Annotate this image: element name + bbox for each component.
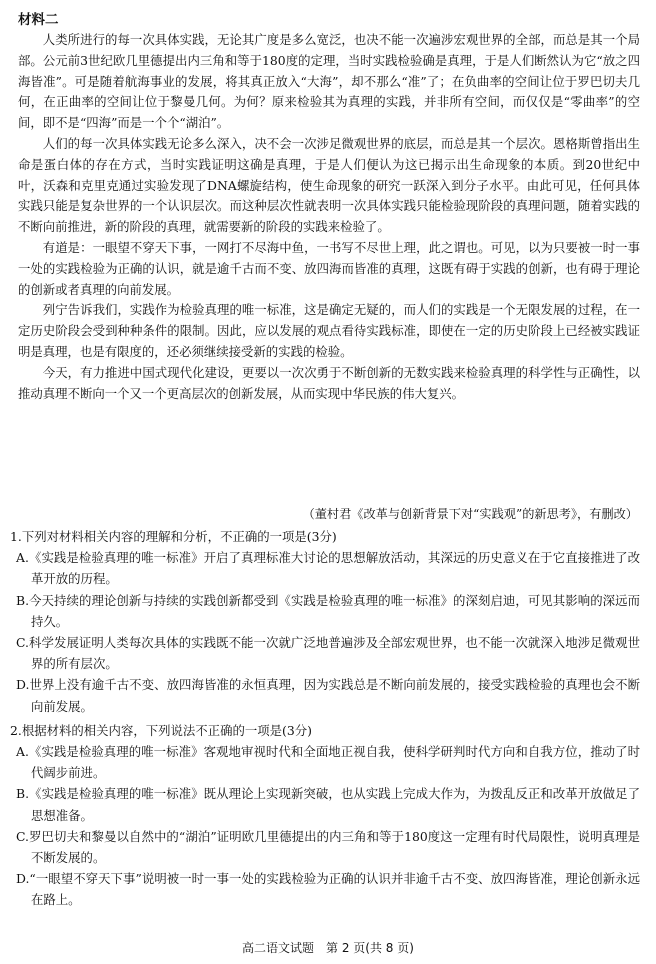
question-stem: 1.下列对材料相关内容的理解和分析，不正确的一项是(3分) <box>10 529 337 544</box>
option-c: C.科学发展证明人类每次具体的实践既不能一次就广泛地普遍涉及全部宏观世界，也不能一次就深入地涉足微观世界的所有层次。 <box>16 635 640 672</box>
option-b: B.《实践是检验真理的唯一标准》既从理论上实现新突破，也从实践上完成大作为，为拨乱反正和改革开放做足了思想准备。 <box>16 786 640 823</box>
option-d: D.“一眼望不穿天下事”说明被一时一事一处的实践检验为正确的认识并非逾千古不变、放四海皆准，理论创新永远在路上。 <box>16 871 640 908</box>
paragraph: 今天，有力推进中国式现代化建设，更要以一次次勇于不断创新的无数实践来检验真理的科学性与正确性，以推动真理不断向一个又一个更高层次的创新发展，从而实现中华民族的伟大复兴。 <box>18 364 640 401</box>
option-a: A.《实践是检验真理的唯一标准》客观地审视时代和全面地正视自我，使科学研判时代方向和自我方位，推动了时代阔步前进。 <box>16 744 640 781</box>
option-b: B.今天持续的理论创新与持续的实践创新都受到《实践是检验真理的唯一标准》的深刻启迪，可见其影响的深远而持久。 <box>16 592 640 629</box>
paragraph: 人们的每一次具体实践无论多么深入，决不会一次涉足微观世界的底层，而总是其一个层次。恩格斯曾指出生命是蛋白体的存在方式，当时实践证明这确是真理，于是人们便认为这已揭示出生命现象的本质。到20世纪中叶，沃森和克里克通过实验发现了DNA螺旋结构，使生命现象的研究一跃深入到分子水平。由此可见，任何具体实践只能是复杂世界的一个认识层次。而这种层次性就表明一次具体实践只能检验现阶段的真理问题，随着实践的不断向前推进，新的阶段的真理，就需要新的阶段的实践来检验了。 <box>18 135 640 235</box>
question-list <box>10 526 640 911</box>
material-body <box>18 30 640 404</box>
option-d: D.世界上没有逾千古不变、放四海皆准的永恒真理，因为实践总是不断向前发展的，接受实践检验的真理也会不断向前发展。 <box>16 677 640 714</box>
paragraph: 人类所进行的每一次具体实践，无论其广度是多么宽泛，也决不能一次遍涉宏观世界的全部，而总是其一个局部。公元前3世纪欧几里德提出内三角和等于180度的定理，当时实践检验确是真理，于是人们断然认为它“放之四海皆准”。可是随着航海事业的发展，将其真正放入“大海”，却不那么“准”了；在负曲率的空间让位于罗巴切夫几何，在正曲率的空间让位于黎曼几何。为何？原来检验其为真理的实践，并非所有空间，而仅仅是“零曲率”的空间，即不是“四海”而是一个个“湖泊”。 <box>18 32 640 131</box>
paragraph: 列宁告诉我们，实践作为检验真理的唯一标准，这是确定无疑的，而人们的实践是一个无限发展的过程，在一定历史阶段会受到种种条件的限制。因此，应以发展的观点看待实践标准，即使在一定的历史阶段上已经被实践证明是真理，也是有限度的，还必须继续接受新的实践的检验。 <box>18 302 640 359</box>
option-a: A.《实践是检验真理的唯一标准》开启了真理标准大讨论的思想解放活动，其深远的历史意义在于它直接推进了改革开放的历程。 <box>16 550 640 587</box>
page-footer: 高二语文试题 第 2 页(共 8 页) <box>242 941 414 955</box>
paragraph: 有道是：一眼望不穿天下事，一网打不尽海中鱼，一书写不尽世上理，此之谓也。可见，以为只要被一时一事一处的实践检验为正确的认识，就是逾千古而不变、放四海而皆准的真理，这既有碍于实践的创新，也有碍于理论的创新或者真理的向前发展。 <box>18 239 640 297</box>
question-1 <box>10 526 640 717</box>
question-stem: 2.根据材料的相关内容，下列说法不正确的一项是(3分) <box>10 722 312 738</box>
question-2 <box>10 720 640 911</box>
option-c: C.罗巴切夫和黎曼以自然中的“湖泊”证明欧几里德提出的内三角和等于180度这一定理有时代局限性，说明真理是不断发展的。 <box>16 828 640 866</box>
source-citation: （董村君《改革与创新背景下对“实践观”的新思考》，有删改） <box>302 507 638 521</box>
section-title: 材料二 <box>18 12 59 28</box>
